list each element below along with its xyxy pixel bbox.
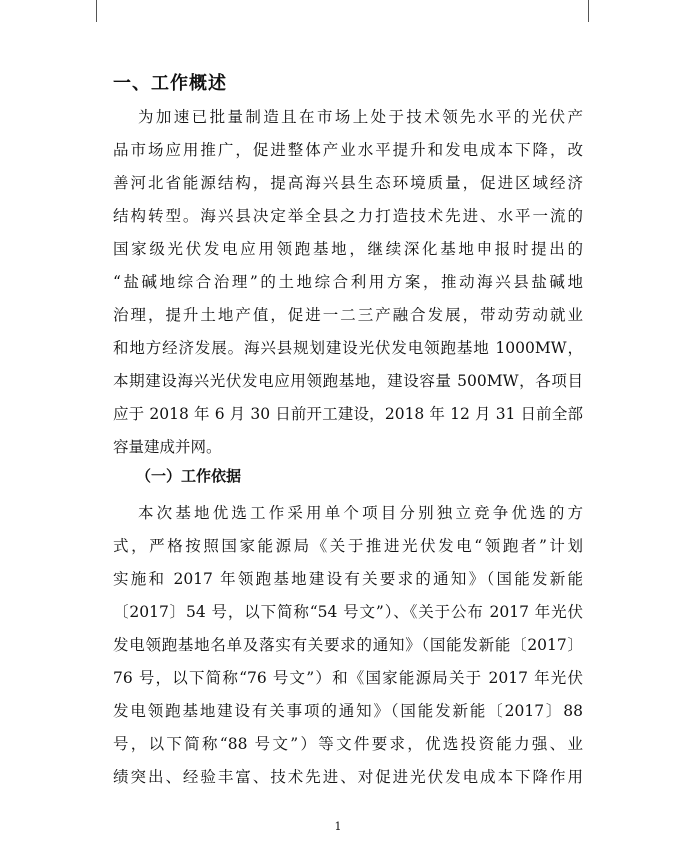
crop-mark-right (588, 0, 589, 22)
paragraph-line: 式，严格按照国家能源局《关于推进光伏发电“领跑者”计划 (113, 537, 583, 555)
paragraph-line: 本次基地优选工作采用单个项目分别独立竞争优选的方 (138, 504, 583, 522)
page-number: 1 (334, 820, 342, 833)
paragraph-line: 为加速已批量制造且在市场上处于技术领先水平的光伏产 (138, 108, 583, 126)
paragraph-line: “盐碱地综合治理”的土地综合利用方案，推动海兴县盐碱地 (113, 273, 583, 291)
paragraph-line: 〔2017〕54 号，以下简称“54 号文”）、《关于公布 2017 年光伏 (113, 603, 583, 621)
paragraph-line: 应于 2018 年 6 月 30 日前开工建设，2018 年 12 月 31 日前全部 (113, 405, 583, 423)
paragraph-line: 结构转型。海兴县决定举全县之力打造技术先进、水平一流的 (113, 207, 583, 225)
subsection-heading: （一）工作依据 (136, 467, 242, 485)
paragraph-line: 本期建设海兴光伏发电应用领跑基地，建设容量 500MW，各项目 (113, 372, 583, 390)
paragraph-line: 和地方经济发展。海兴县规划建设光伏发电领跑基地 1000MW， (113, 339, 583, 357)
paragraph-line: 国家级光伏发电应用领跑基地，继续深化基地申报时提出的 (113, 240, 583, 258)
paragraph-line: 容量建成并网。 (113, 438, 222, 456)
paragraph-line: 品市场应用推广，促进整体产业水平提升和发电成本下降，改 (113, 141, 583, 159)
paragraph-line: 发电领跑基地名单及落实有关要求的通知》（国能发新能〔2017〕 (113, 636, 583, 654)
crop-mark-left (96, 0, 97, 22)
paragraph-line: 实施和 2017 年领跑基地建设有关要求的通知》（国能发新能 (113, 570, 583, 588)
paragraph-line: 绩突出、经验丰富、技术先进、对促进光伏发电成本下降作用 (113, 768, 583, 786)
paragraph-line: 善河北省能源结构，提高海兴县生态环境质量，促进区域经济 (113, 174, 583, 192)
paragraph-line: 76 号，以下简称“76 号文”）和《国家能源局关于 2017 年光伏 (113, 669, 583, 687)
paragraph-line: 治理，提升土地产值，促进一二三产融合发展，带动劳动就业 (113, 306, 583, 324)
section-heading: 一、工作概述 (113, 73, 227, 94)
paragraph-line: 号，以下简称“88 号文”）等文件要求，优选投资能力强、业 (113, 735, 583, 753)
paragraph-line: 发电领跑基地建设有关事项的通知》（国能发新能〔2017〕88 (113, 702, 583, 720)
